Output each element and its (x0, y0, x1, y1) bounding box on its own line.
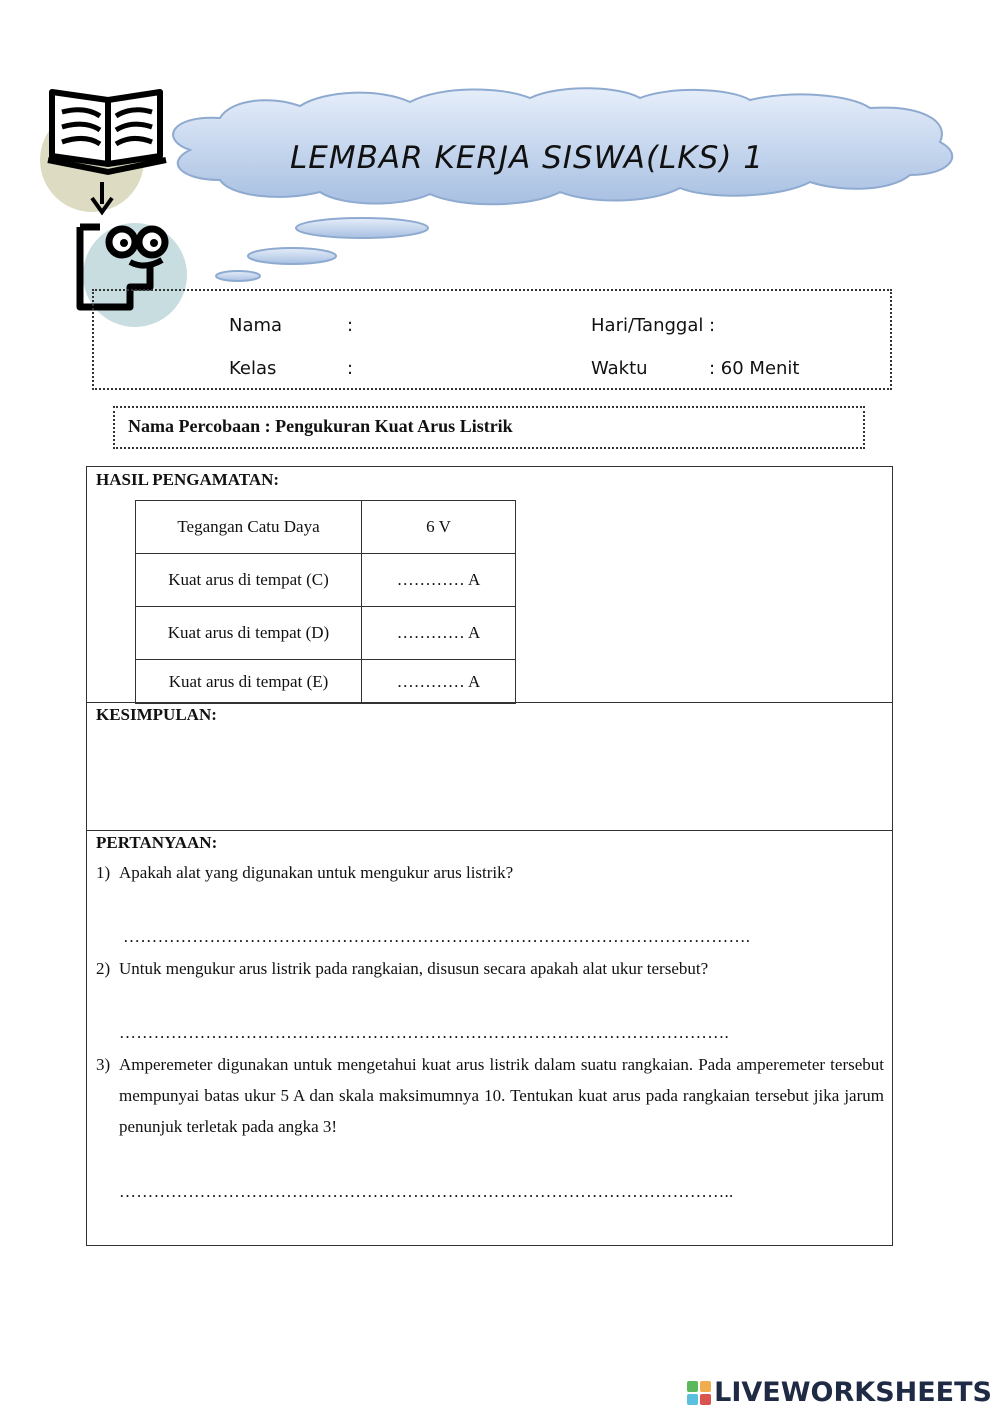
header-cloud (150, 80, 970, 290)
question-2 (96, 953, 884, 984)
question-number: 3) (96, 1055, 111, 1074)
time-value: : 60 Menit (709, 358, 800, 379)
table-cell-value[interactable]: ………… A (362, 607, 516, 660)
table-cell-value[interactable]: ………… A (362, 554, 516, 607)
experiment-name-box (113, 406, 865, 449)
question-number: 1) (96, 863, 111, 882)
table-cell-value[interactable]: 6 V (362, 501, 516, 554)
name-label: Nama (229, 315, 283, 336)
date-colon: : (709, 315, 716, 336)
table-cell-label: Kuat arus di tempat (E) (136, 660, 362, 704)
conclusion-answer-area[interactable] (96, 729, 884, 829)
time-label: Waktu (591, 358, 648, 379)
worksheet-table (86, 466, 893, 1246)
observation-heading: HASIL PENGAMATAN: (96, 470, 280, 489)
question-text: Apakah alat yang digunakan untuk mengukur arus listrik? (119, 863, 514, 882)
answer-line-2[interactable]: ……………………………………………………………………………………………. (119, 1023, 730, 1042)
questions-heading: PERTANYAAN: (96, 833, 218, 852)
answer-line-1[interactable]: ………………………………………………………………………………………………. (123, 927, 751, 946)
question-number: 2) (96, 959, 111, 978)
observation-table (135, 500, 516, 704)
brand-name: LIVEWORKSHEETS (714, 1377, 992, 1408)
question-3 (96, 1049, 884, 1142)
liveworksheets-icon (687, 1381, 711, 1405)
table-cell-value[interactable]: ………… A (362, 660, 516, 704)
conclusion-heading: KESIMPULAN: (96, 705, 217, 724)
divider (87, 702, 892, 703)
date-label: Hari/Tanggal (591, 315, 704, 336)
class-colon: : (347, 358, 354, 379)
question-text: Untuk mengukur arus listrik pada rangkaian, disusun secara apakah alat ukur tersebut? (119, 959, 709, 978)
table-cell-label: Kuat arus di tempat (C) (136, 554, 362, 607)
experiment-name: Nama Percobaan : Pengukuran Kuat Arus Listrik (128, 416, 513, 436)
divider (87, 830, 892, 831)
name-colon: : (347, 315, 354, 336)
liveworksheets-logo (687, 1377, 992, 1408)
table-row (136, 554, 516, 607)
answer-line-3[interactable]: …………………………………………………………………………………………….. (119, 1182, 734, 1201)
question-1 (96, 857, 884, 888)
table-row (136, 660, 516, 704)
student-info-box (92, 289, 892, 390)
question-text: Amperemeter digunakan untuk mengetahui kuat arus listrik dalam suatu rangkaian. Pada amperemeter tersebut mempunyai batas ukur 5 A dan skala maksimumnya 10. Tentukan kuat arus pada rangkaian tersebut jika jarum penunjuk terletak pada angka 3! (119, 1055, 884, 1136)
class-label: Kelas (229, 358, 277, 379)
table-row (136, 607, 516, 660)
table-cell-label: Kuat arus di tempat (D) (136, 607, 362, 660)
table-row (136, 501, 516, 554)
table-cell-label: Tegangan Catu Daya (136, 501, 362, 554)
page-title: LEMBAR KERJA SISWA(LKS) 1 (290, 140, 764, 176)
